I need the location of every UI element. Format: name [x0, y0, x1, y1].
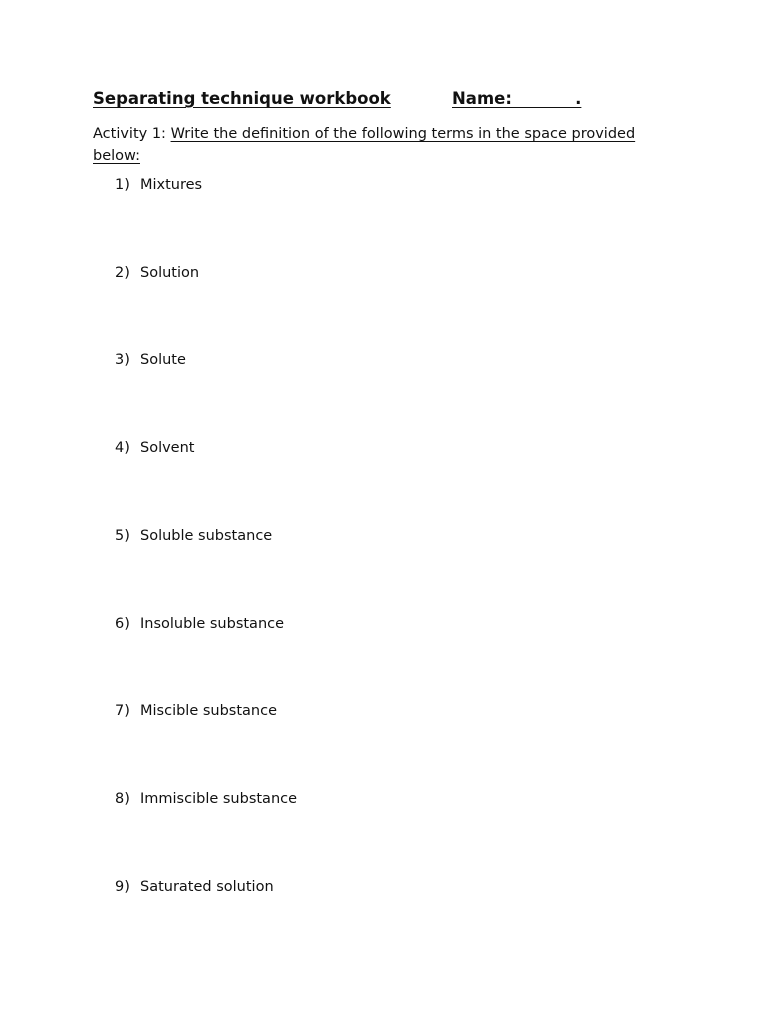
activity-instructions — [93, 123, 653, 167]
term-number: 8) — [115, 791, 130, 807]
term-number: 6) — [115, 616, 130, 632]
term-item-solution — [115, 265, 199, 281]
term-item-insoluble-substance — [115, 616, 284, 632]
activity-instruction-text: Write the definition of the following terms in the space provided below: — [93, 126, 636, 164]
term-item-solvent — [115, 440, 194, 456]
term-label: Saturated solution — [140, 879, 274, 895]
term-number: 3) — [115, 352, 130, 368]
term-label: Solution — [140, 265, 200, 281]
term-number: 1) — [115, 177, 130, 193]
term-label: Insoluble substance — [140, 616, 285, 632]
term-item-solute — [115, 352, 186, 368]
name-field-label: Name: . — [452, 89, 582, 108]
term-label: Immiscible substance — [140, 791, 298, 807]
term-number: 7) — [115, 703, 130, 719]
term-number: 4) — [115, 440, 130, 456]
term-item-miscible-substance — [115, 703, 277, 719]
term-label: Solute — [140, 352, 186, 368]
page-title: Separating technique workbook — [93, 89, 391, 108]
activity-label: Activity 1: — [93, 126, 171, 142]
term-label: Miscible substance — [140, 703, 278, 719]
term-label: Solvent — [140, 440, 195, 456]
term-number: 2) — [115, 265, 130, 281]
term-item-immiscible-substance — [115, 791, 297, 807]
term-item-soluble-substance — [115, 528, 272, 544]
term-number: 5) — [115, 528, 130, 544]
term-item-mixtures — [115, 177, 202, 193]
term-number: 9) — [115, 879, 130, 895]
term-item-saturated-solution — [115, 879, 274, 895]
term-label: Soluble substance — [140, 528, 273, 544]
term-label: Mixtures — [140, 177, 203, 193]
